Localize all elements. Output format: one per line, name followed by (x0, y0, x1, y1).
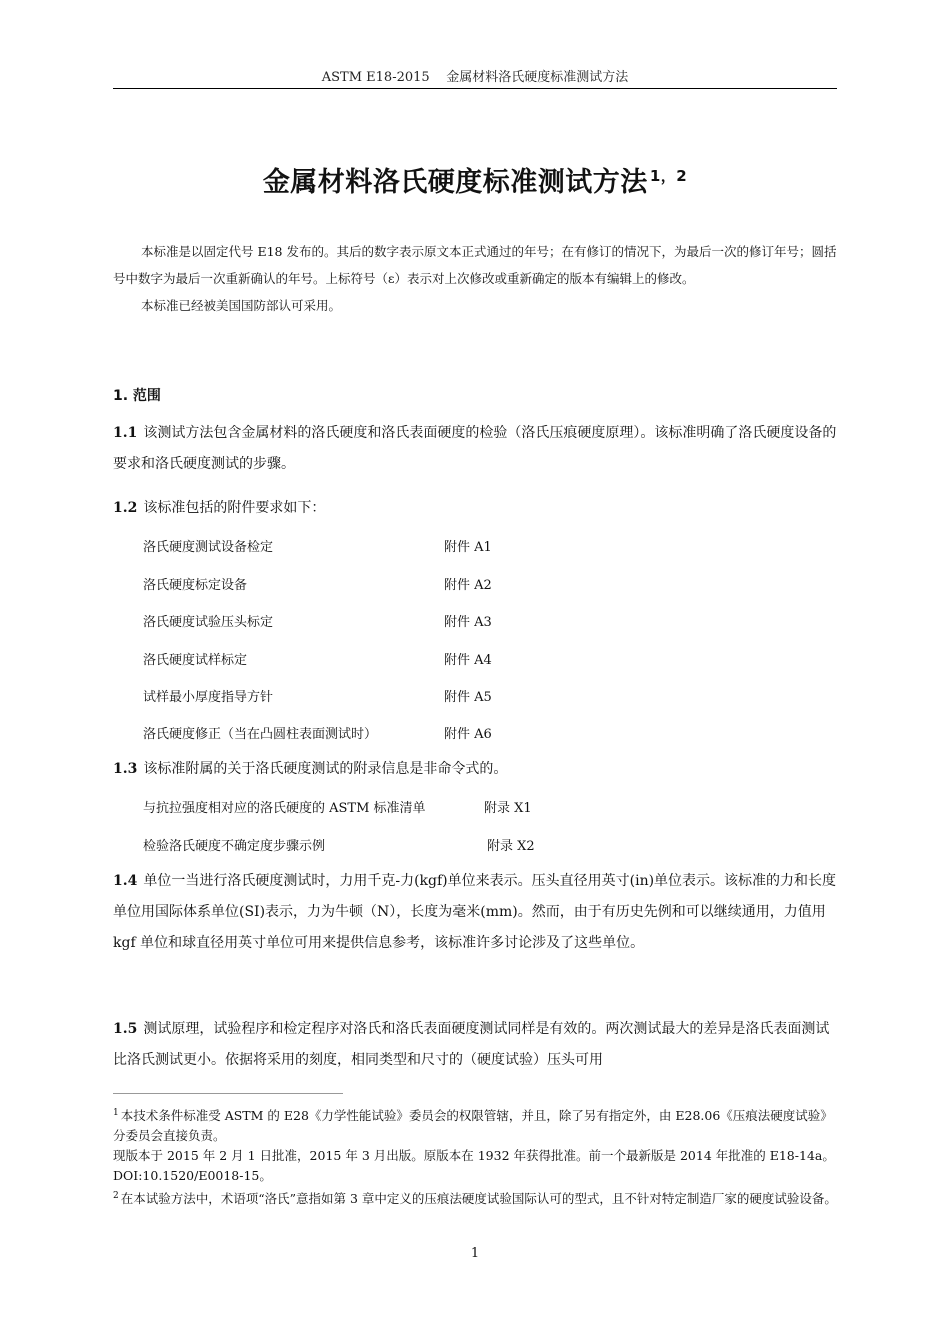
paragraph-1-4 (113, 866, 837, 959)
annex-label: 洛氏硬度试验压头标定 (143, 615, 274, 630)
appendix-list-item (143, 797, 532, 816)
footnote-mark: 2 (113, 1191, 119, 1202)
annex-ref: 附件 A5 (444, 690, 492, 705)
appendix-ref: 附录 X2 (487, 839, 535, 854)
annex-ref: 附件 A2 (444, 578, 492, 593)
paragraph-1-5 (113, 1014, 837, 1076)
appendix-label: 检验洛氏硬度不确定度步骤示例 (143, 839, 326, 854)
paragraph-number: 1.1 (113, 425, 138, 441)
appendix-label: 与抗拉强度相对应的洛氏硬度的 ASTM 标准清单 (143, 801, 426, 816)
footnote-mark: 1 (113, 1108, 119, 1118)
annex-label: 洛氏硬度标定设备 (143, 578, 248, 593)
annex-label: 试样最小厚度指导方针 (143, 690, 274, 705)
annex-list-item (143, 649, 492, 668)
footnote-1-continued: 现版本于 2015 年 2 月 1 日批准，2015 年 3 月出版。原版本在 1932 年获得批准。前一个最新版是 2014 年批准的 E18-14a。DOI:10.1520/E0018-15。 (113, 1148, 835, 1184)
paragraph-number: 1.2 (113, 500, 138, 516)
annex-label: 洛氏硬度测试设备检定 (143, 540, 274, 555)
paragraph-number: 1.5 (113, 1021, 138, 1037)
paragraph-1-2 (113, 493, 837, 524)
paragraph-text: 该标准附属的关于洛氏硬度测试的附录信息是非命令式的。 (143, 761, 508, 777)
intro-block (113, 238, 837, 319)
footnote-rule (113, 1093, 343, 1094)
footnote-text: 在本试验方法中，术语项“洛氏”意指如第 3 章中定义的压痕法硬度试验国际认可的型式，且不针对特定制造厂家的硬度试验设备。 (120, 1191, 837, 1207)
annex-ref: 附件 A4 (444, 653, 492, 668)
annex-list-item (143, 723, 492, 742)
annex-label: 洛氏硬度修正（当在凸圆柱表面测试时） (143, 727, 378, 742)
section-heading: 1. 范围 (113, 388, 161, 404)
annex-list-item (143, 536, 492, 555)
appendix-list-item (143, 835, 535, 854)
document-title (113, 160, 837, 199)
title-text: 金属材料洛氏硬度标准测试方法 (262, 167, 648, 198)
annex-list-item (143, 611, 492, 630)
annex-ref: 附件 A1 (444, 540, 492, 555)
annex-list-item (143, 686, 492, 705)
page-number: 1 (470, 1246, 480, 1261)
footnotes (113, 1103, 837, 1209)
paragraph-number: 1.4 (113, 873, 138, 889)
paragraph-1-3 (113, 754, 837, 785)
footnote-2 (113, 1186, 837, 1209)
paragraph-text: 该测试方法包含金属材料的洛氏硬度和洛氏表面硬度的检验（洛氏压痕硬度原理）。该标准明确了洛氏硬度设备的要求和洛氏硬度测试的步骤。 (113, 425, 837, 472)
annex-label: 洛氏硬度试样标定 (143, 653, 248, 668)
paragraph-text: 测试原理，试验程序和检定程序对洛氏和洛氏表面硬度测试同样是有效的。两次测试最大的差异是洛氏表面测试比洛氏测试更小。依据将采用的刻度，相同类型和尺寸的（硬度试验）压头可用 (113, 1021, 830, 1068)
appendix-ref: 附录 X1 (484, 801, 532, 816)
running-head: ASTM E18-2015 金属材料洛氏硬度标准测试方法 (321, 70, 629, 85)
annex-list-item (143, 574, 492, 593)
title-footnote-marks: 1，2 (649, 167, 688, 185)
annex-ref: 附件 A3 (444, 615, 492, 630)
footnote-1 (113, 1103, 837, 1146)
intro-paragraph: 本标准已经被美国国防部认可采用。 (141, 298, 342, 313)
annex-ref: 附件 A6 (444, 727, 492, 742)
footnote-text: 本技术条件标准受 ASTM 的 E28《力学性能试验》委员会的权限管辖，并且，除了另有指定外，由 E28.06《压痕法硬度试验》分委员会直接负责。 (113, 1108, 833, 1144)
paragraph-text: 该标准包括的附件要求如下： (143, 500, 326, 516)
paragraph-number: 1.3 (113, 761, 138, 777)
intro-paragraph: 本标准是以固定代号 E18 发布的。其后的数字表示原文本正式通过的年号；在有修订的情况下，为最后一次的修订年号；圆括号中数字为最后一次重新确认的年号。上标符号（ε）表示对上次修改或重新确定的版本有编辑上的修改。 (113, 244, 837, 286)
header-rule (113, 88, 837, 89)
paragraph-1-1 (113, 418, 837, 480)
paragraph-text: 单位一当进行洛氏硬度测试时，力用千克-力(kgf)单位来表示。压头直径用英寸(in)单位表示。该标准的力和长度单位用国际体系单位(SI)表示，力为牛顿（N），长度为毫米(mm)。然而，由于有历史先例和可以继续通用，力值用 kgf 单位和球直径用英寸单位可用来提供信息参考，该标准许多讨论涉及了这些单位。 (113, 873, 837, 951)
